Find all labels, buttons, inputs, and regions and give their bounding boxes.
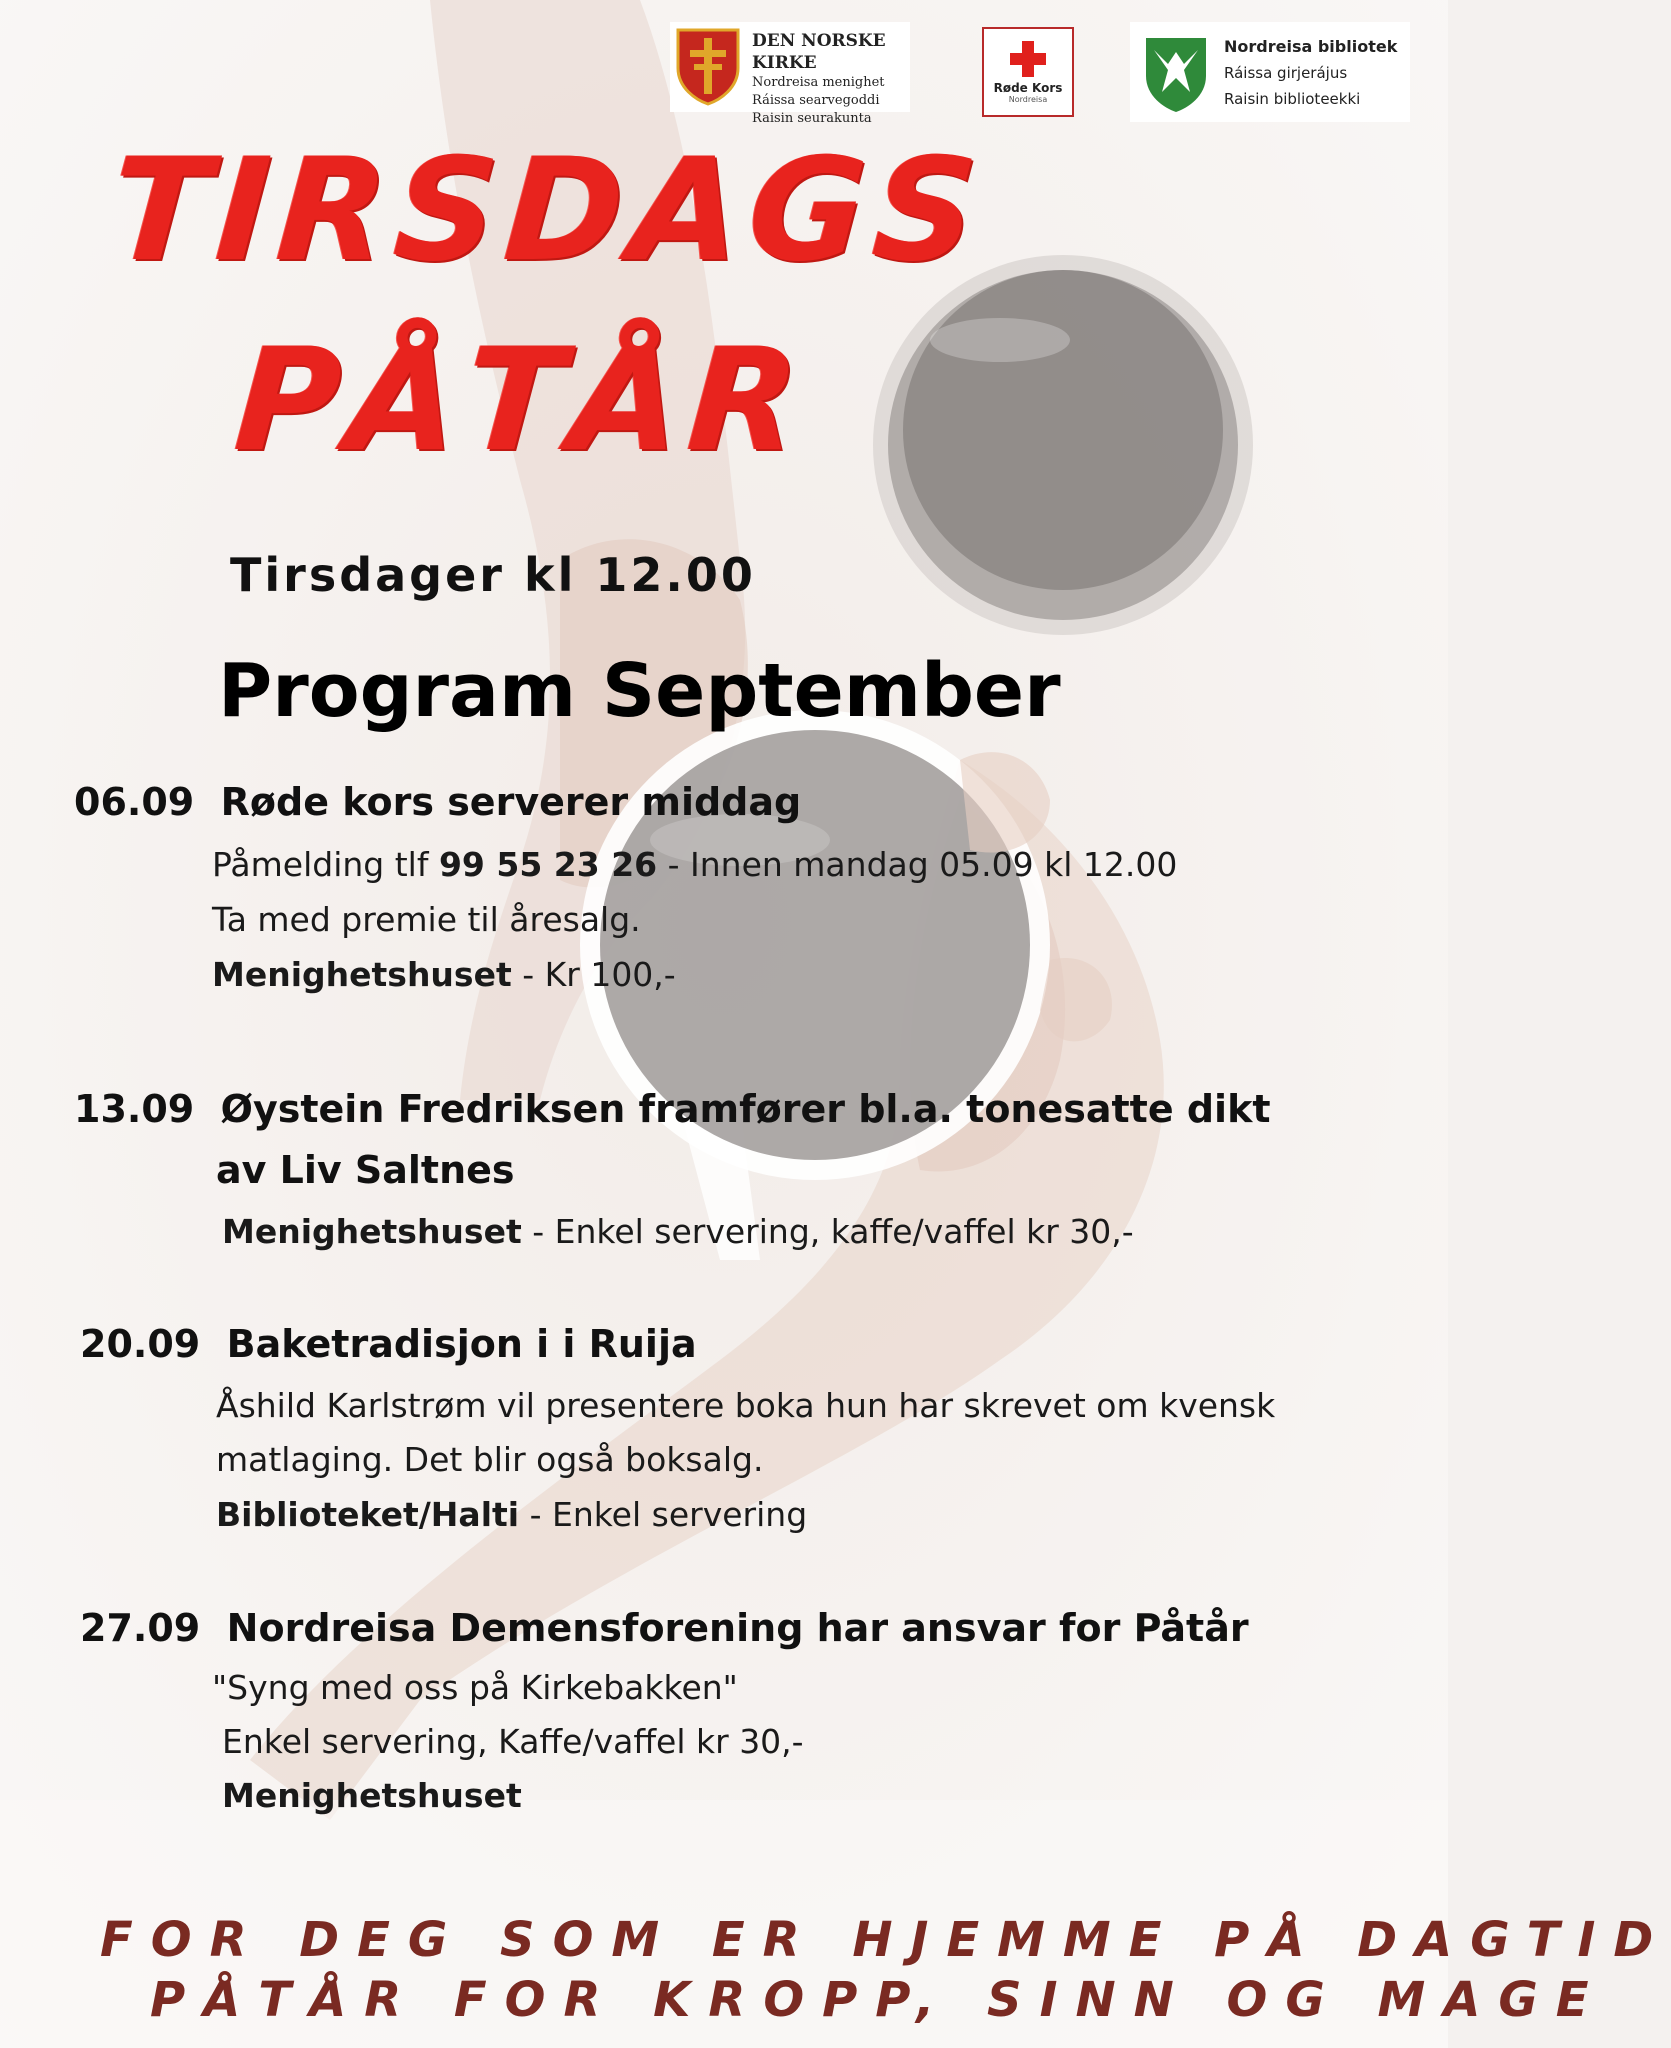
kirke-logo: [670, 22, 910, 126]
event-heading: [74, 1087, 1271, 1131]
event-title: Røde kors serverer middag: [220, 780, 802, 824]
event-date: 27.09: [80, 1606, 201, 1650]
event-place: Biblioteket/Halti: [216, 1495, 520, 1534]
poster-title-line-1: TIRSDAGS: [106, 128, 990, 293]
event-location: [222, 1212, 1134, 1251]
tagline-line-2: PÅTÅR FOR KROPP, SINN OG MAGE: [150, 1972, 1607, 2028]
event-detail: Enkel servering, Kaffe/vaffel kr 30,-: [222, 1722, 804, 1761]
event-location: [216, 1495, 807, 1534]
event-detail: Ta med premie til åresalg.: [212, 900, 641, 939]
bibliotek-logo-line: Ráissa girjerájus: [1224, 64, 1348, 82]
event-date: 20.09: [80, 1322, 201, 1366]
event-detail-text: Påmelding tlf: [212, 845, 439, 884]
bibliotek-logo-title: Nordreisa bibliotek: [1224, 37, 1398, 56]
event-title: Øystein Fredriksen framfører bl.a. tonesatte dikt: [220, 1087, 1271, 1131]
poster-title-line-2: PÅTÅR: [230, 318, 812, 483]
event-heading: [80, 1606, 1249, 1650]
kirke-logo-title: DEN NORSKE KIRKE: [752, 31, 886, 73]
church-cross-shield-icon: [676, 28, 740, 106]
event-heading: [80, 1322, 697, 1366]
event-place: Menighetshuset: [212, 955, 512, 994]
kirke-logo-line: Nordreisa menighet: [752, 75, 885, 90]
rode-kors-logo: [982, 27, 1074, 117]
bibliotek-logo-line: Raisin biblioteekki: [1224, 90, 1361, 108]
event-date: 13.09: [74, 1087, 195, 1131]
event-detail: matlaging. Det blir også boksalg.: [216, 1440, 764, 1479]
kirke-logo-line: Raisin seurakunta: [752, 111, 872, 126]
event-place: Menighetshuset: [222, 1212, 522, 1251]
event-detail-text: - Enkel servering: [519, 1495, 808, 1534]
nordreisa-coat-of-arms-icon: [1144, 36, 1208, 114]
event-title: Nordreisa Demensforening har ansvar for Påtår: [226, 1606, 1249, 1650]
event-location: [212, 955, 676, 994]
rode-kors-logo-title: Røde Kors: [993, 81, 1063, 95]
event-title-continued: av Liv Saltnes: [216, 1148, 515, 1192]
tagline-line-1: FOR DEG SOM ER HJEMME PÅ DAGTID: [100, 1912, 1671, 1968]
program-heading: Program September: [218, 648, 1061, 734]
schedule-time: Tirsdager kl 12.00: [230, 548, 756, 602]
event-detail-text: - Innen mandag 05.09 kl 12.00: [657, 845, 1178, 884]
event-detail: Åshild Karlstrøm vil presentere boka hun har skrevet om kvensk: [216, 1386, 1276, 1425]
event-phone: 99 55 23 26: [438, 845, 658, 884]
red-cross-icon: [1008, 39, 1048, 79]
event-heading: [74, 780, 801, 824]
event-detail: [212, 845, 1177, 884]
event-detail: "Syng med oss på Kirkebakken": [212, 1668, 738, 1707]
event-date: 06.09: [74, 780, 195, 824]
event-place: Menighetshuset: [222, 1776, 522, 1815]
bibliotek-logo: [1130, 22, 1410, 122]
event-title: Baketradisjon i i Ruija: [226, 1322, 697, 1366]
event-detail-text: - Enkel servering, kaffe/vaffel kr 30,-: [521, 1212, 1134, 1251]
kirke-logo-line: Ráissa searvegoddi: [752, 93, 880, 108]
event-detail-text: - Kr 100,-: [511, 955, 676, 994]
rode-kors-logo-subtitle: Nordreisa: [1008, 95, 1048, 104]
